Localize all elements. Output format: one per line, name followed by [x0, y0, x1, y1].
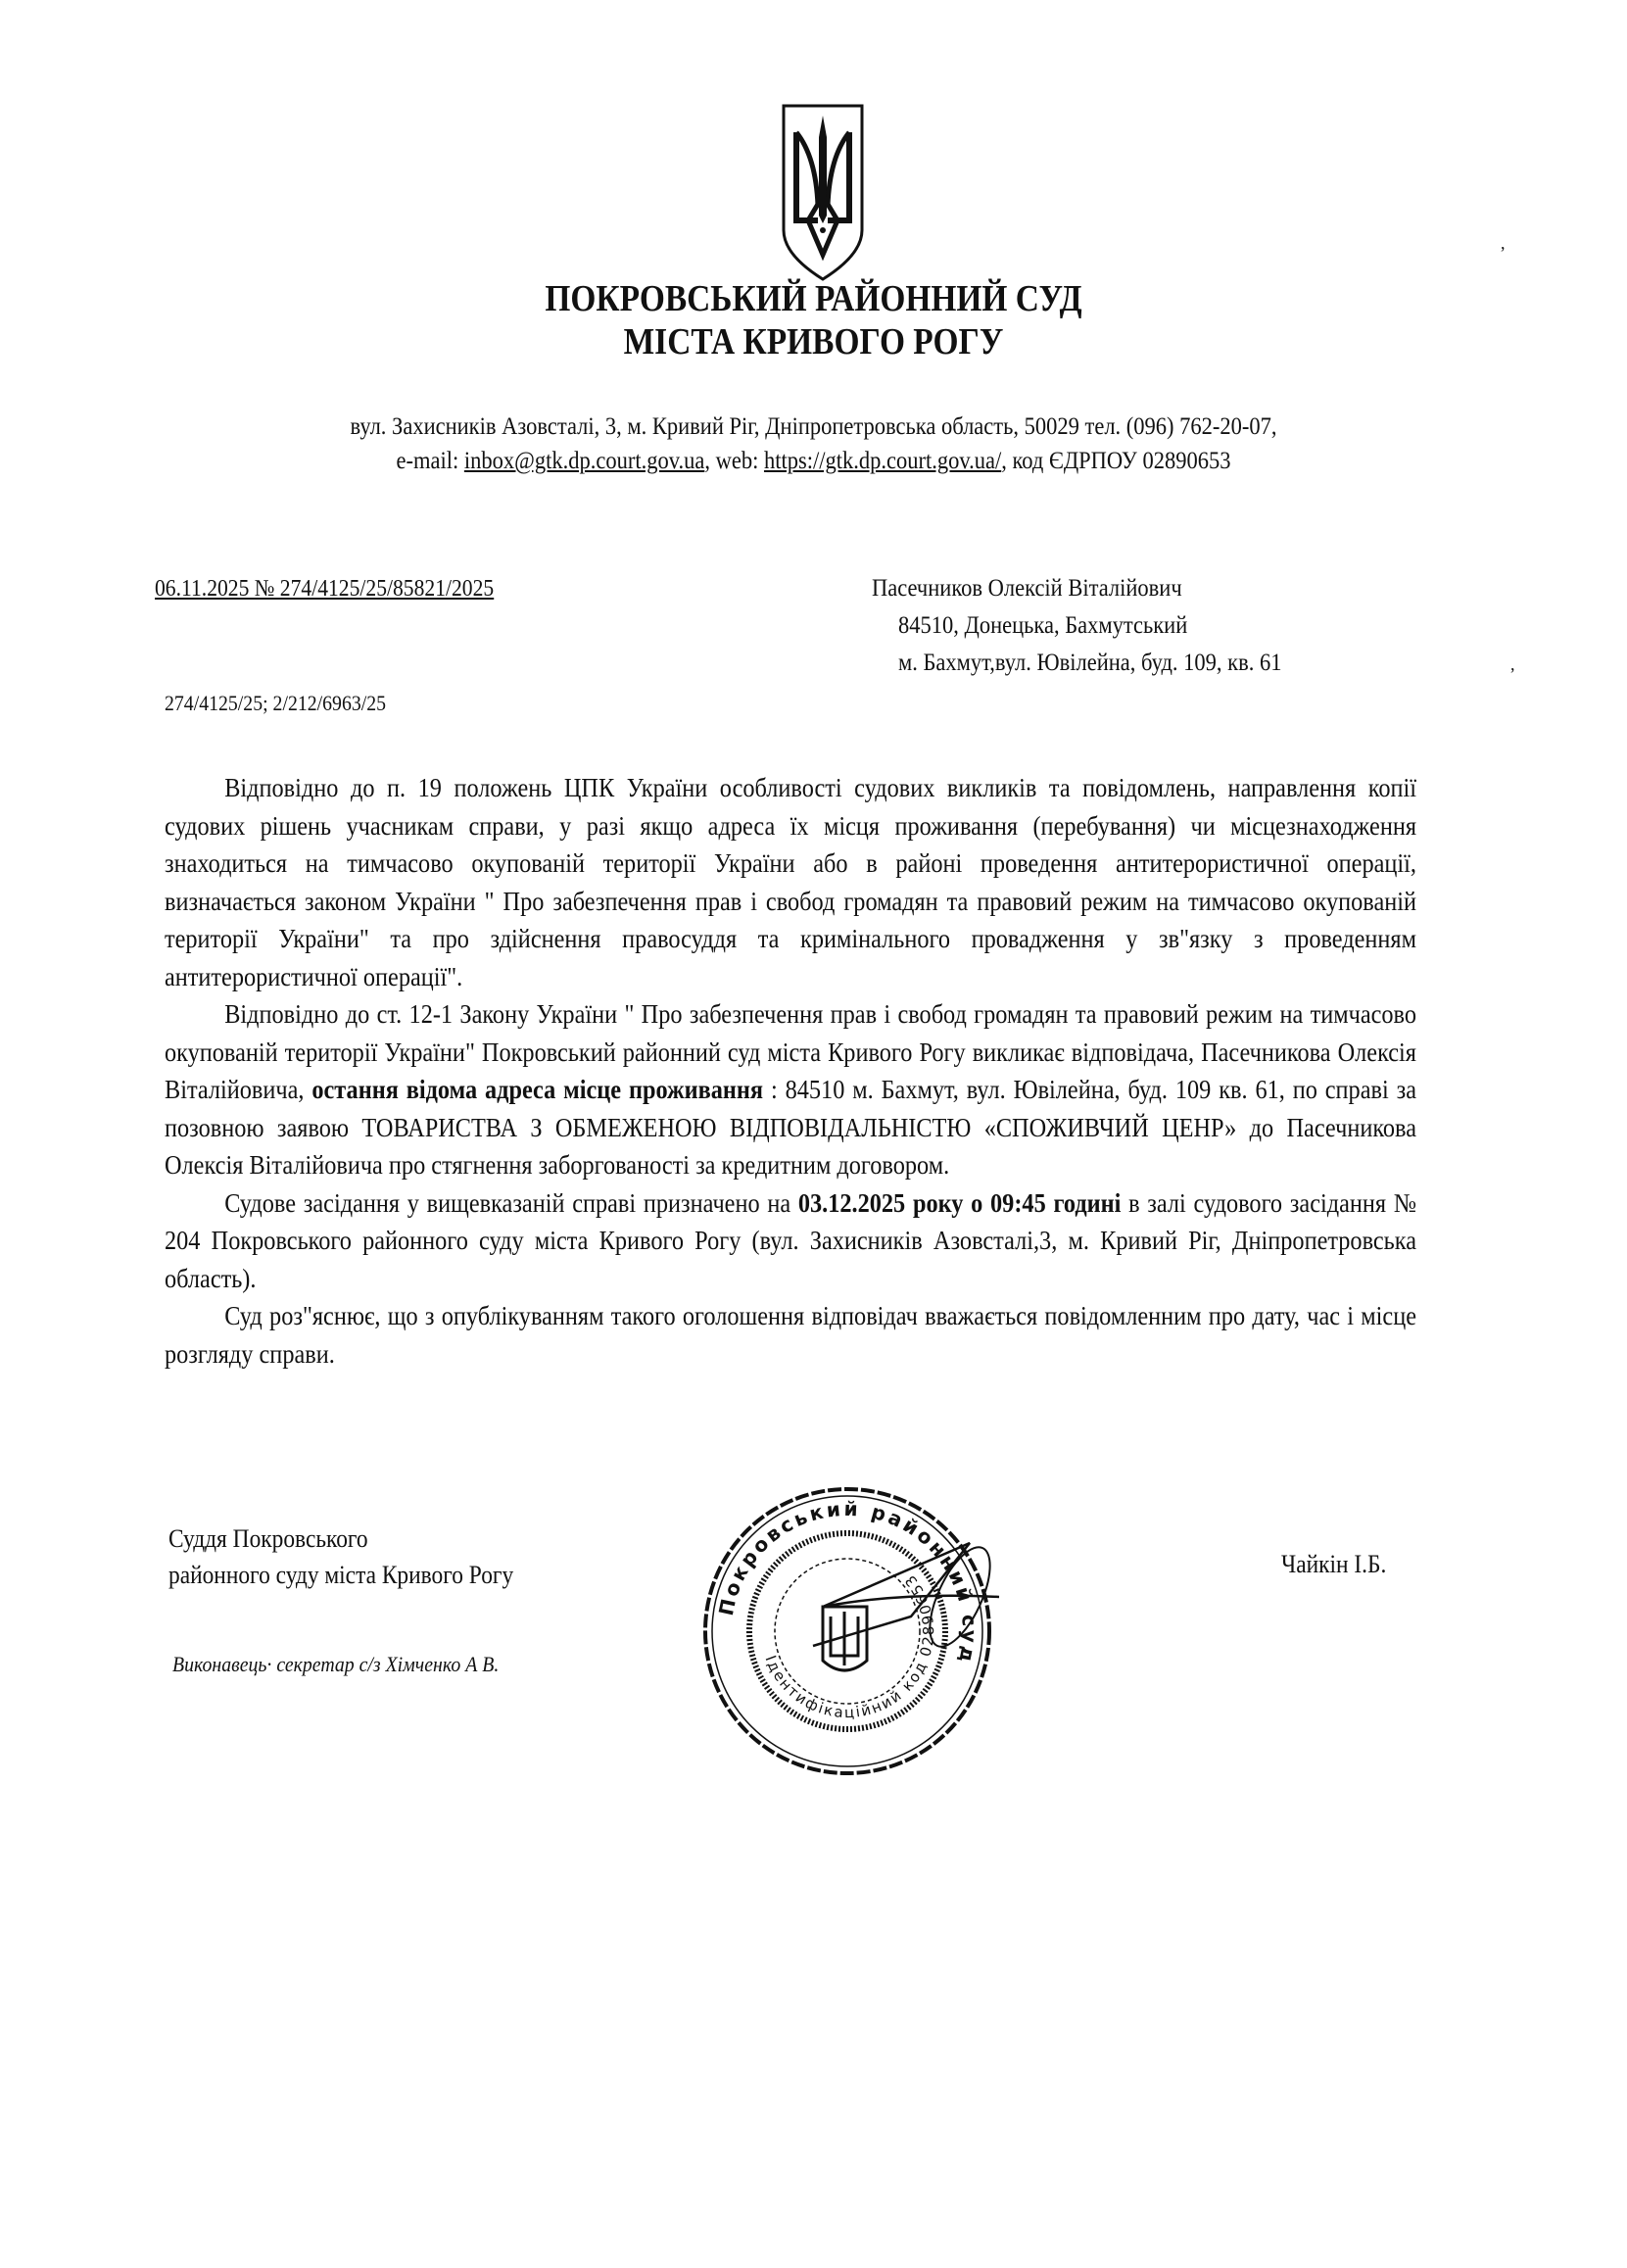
outgoing-date-number: 06.11.2025 № 274/4125/25/85821/2025: [155, 576, 495, 602]
addressee-address-line1: 84510, Донецька, Бахмутський: [898, 612, 1188, 639]
email-link[interactable]: inbox@gtk.dp.court.gov.ua: [463, 448, 705, 474]
court-seal-icon: [686, 1470, 1009, 1793]
judge-name: Чайкін І.Б.: [1281, 1550, 1387, 1578]
svg-text:Ідентифікаційний код 02890653: Ідентифікаційний код 02890653: [761, 1569, 938, 1722]
last-known-address-label: остання відома адреса місце проживання: [311, 1075, 764, 1104]
addressee-address-line2: м. Бахмут,вул. Ювілейна, буд. 109, кв. 61: [898, 650, 1282, 676]
edrpou-code: , код ЄДРПОУ 02890653: [1001, 448, 1231, 474]
hearing-datetime: 03.12.2025 року о 09:45 годині: [797, 1187, 1122, 1218]
paragraph-summons: Відповідно до ст. 12-1 Закону України " Про забезпечення прав і свобод громадян та правовий режим на тимчасово окупованій території України" Покровський районний суд міста Кривого Рогу викликає відповідача, Пасечникова Олексія Віталійовича, остання відома адреса місце проживання : 84510 м. Бахмут, вул. Ювілейна, буд. 109 кв. 61, по справі за позовною заявою ТОВАРИСТВА З ОБМЕЖЕНОЮ ВІДПОВІДАЛЬНІСТЮ «СПОЖИВЧИЙ ЦЕНР» до Пасечникова Олексія Віталійовича про стягнення заборгованості за кредитним договором.: [165, 999, 1417, 1180]
scan-speck: ,: [1510, 654, 1515, 674]
scan-speck: ,: [1501, 233, 1506, 253]
paragraph-legal-basis: Відповідно до п. 19 положень ЦПК України особливості судових викликів та повідомлень, направлення копії судових рішень учасникам справи, у разі якщо адреса їх місця проживання (перебування) чи місцезнаходження знаходиться на тимчасово окупованій території України або в районі проведення антитерористичної операції, визначається законом України " Про забезпечення прав і свобод громадян та правовий режим на тимчасово окупованій території України" та про здійснення правосуддя та кримінального провадження у зв"язку з проведенням антитерористичної операції".: [165, 773, 1417, 991]
paragraph-explanation: Суд роз"яснює, що з опублікуванням такого оголошення відповідач вважається повідомленним про дату, час і місце розгляду справи.: [165, 1301, 1417, 1369]
court-address: вул. Захисників Азовсталі, 3, м. Кривий Ріг, Дніпропетровська область, 50029 тел. (096) 762-20-07,: [350, 413, 1277, 440]
paragraph-hearing: Судове засідання у вищевказаній справі призначено на 03.12.2025 року о 09:45 годині в залі судового засідання № 204 Покровського районного суду міста Кривого Рогу (вул. Захисників Азовсталі,3, м. Кривий Ріг, Дніпропетровська область).: [165, 1187, 1416, 1293]
case-reference: 274/4125/25; 2/212/6963/25: [165, 691, 387, 715]
judge-position: Суддя Покровського районного суду міста Кривого Рогу: [168, 1524, 514, 1589]
web-label: , web:: [704, 448, 764, 474]
coat-of-arms-icon: [779, 98, 867, 284]
court-contacts: [81, 443, 1546, 479]
svg-text:Покровський районний суд: Покровський районний суд: [713, 1496, 982, 1667]
notice-body: [165, 769, 1416, 1373]
email-label: e-mail:: [396, 448, 464, 474]
addressee-block: [872, 570, 1281, 682]
executor-line: Виконавець· секретар с/з Хімченко А В.: [172, 1652, 500, 1676]
addressee-name: Пасечников Олексій Віталійович: [872, 575, 1182, 602]
web-link[interactable]: https://gtk.dp.court.gov.ua/: [763, 448, 1002, 474]
court-name-line2: МІСТА КРИВОГО РОГУ: [623, 321, 1004, 362]
court-name-line1: ПОКРОВСЬКИЙ РАЙОННИЙ СУД: [545, 278, 1082, 319]
